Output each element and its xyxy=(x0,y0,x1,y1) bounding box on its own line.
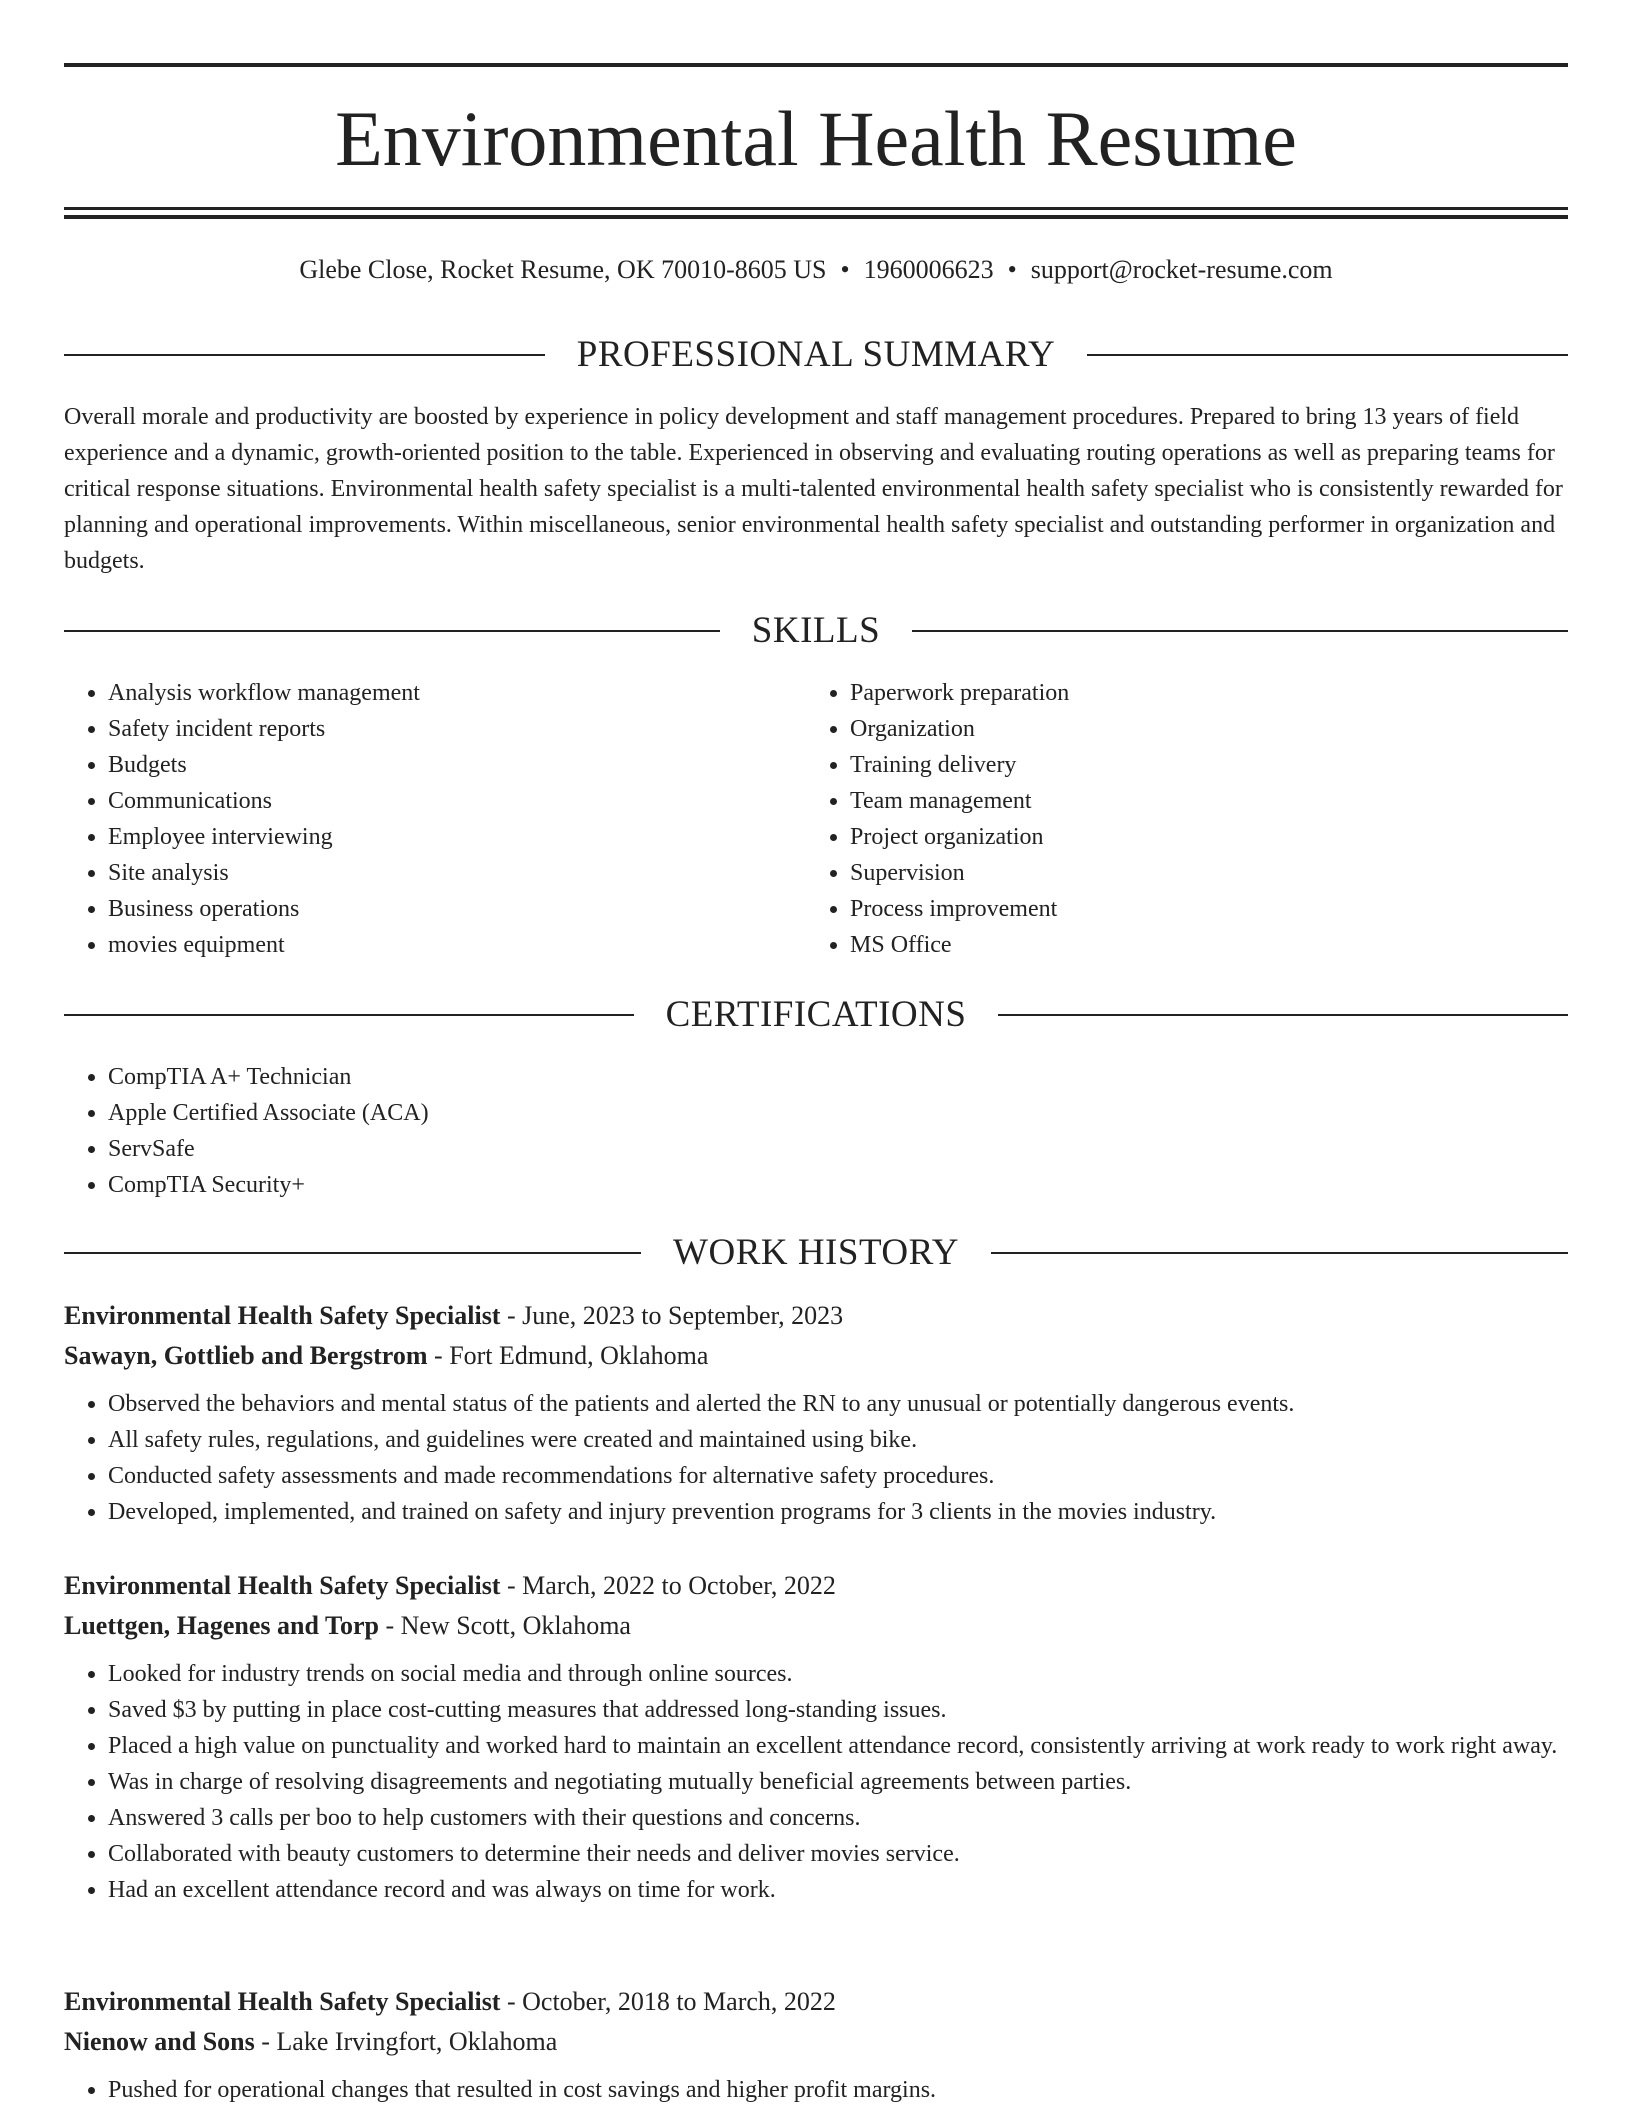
contact-separator: • xyxy=(1007,255,1017,284)
job-bullet: • Conducted safety assessments and made recommendations for alternative safety procedures. xyxy=(108,1458,1568,1494)
job-title-line xyxy=(64,1982,1568,2022)
job-bullet: • Saved $3 by putting in place cost-cutting measures that addressed long-standing issues. xyxy=(108,1692,1568,1728)
job-bullet: • Placed a high value on punctuality and worked hard to maintain an excellent attendance record, consistently arriving at work ready to work right away. xyxy=(108,1728,1568,1764)
job-bullet: • Pushed for operational changes that resulted in cost savings and higher profit margins. xyxy=(108,2072,1568,2108)
title-rule-thick xyxy=(64,215,1568,219)
job-entry xyxy=(64,1982,1568,2108)
skills-heading: SKILLS xyxy=(751,610,881,651)
divider-line xyxy=(998,1014,1568,1016)
divider-line xyxy=(64,1252,641,1254)
job-bullet: • Looked for industry trends on social media and through online sources. xyxy=(108,1656,1568,1692)
contact-email: support@rocket-resume.com xyxy=(1030,255,1333,284)
job-bullet: • Was in charge of resolving disagreements and negotiating mutually beneficial agreements between parties. xyxy=(108,1764,1568,1800)
work-history-section-header xyxy=(64,1231,1568,1275)
resume-title: Environmental Health Resume xyxy=(335,95,1297,182)
job-bullet: • Developed, implemented, and trained on safety and injury prevention programs for 3 clients in the movies industry. xyxy=(108,1494,1568,1530)
title-rule-thin xyxy=(64,207,1568,210)
certifications-heading: CERTIFICATIONS xyxy=(665,994,967,1035)
job-bullets xyxy=(64,1656,1568,1908)
job-company-line xyxy=(64,1606,1568,1646)
skill-item: • Process improvement xyxy=(850,891,1550,927)
certification-item: • CompTIA Security+ xyxy=(108,1167,1508,1203)
divider-line xyxy=(64,1014,634,1016)
skill-item: • Training delivery xyxy=(850,747,1550,783)
certifications-section-header xyxy=(64,993,1568,1037)
skill-item: • Supervision xyxy=(850,855,1550,891)
skill-item: • Site analysis xyxy=(108,855,808,891)
divider-line xyxy=(64,354,545,356)
job-title-line xyxy=(64,1296,1568,1336)
summary-text: Overall morale and productivity are boosted by experience in policy development and staff management procedures. Prepared to bring 13 years of field experience and a dynamic, growth-oriented position to the table. Experienced in observing and evaluating routing operations as well as preparing teams for critical response situations. Environmental health safety specialist is a multi-talented environmental health safety specialist who is consistently rewarded for planning and operational improvements. Within miscellaneous, senior environmental health safety specialist and outstanding performer in organization and budgets. xyxy=(64,404,1563,574)
job-bullet: • Observed the behaviors and mental status of the patients and alerted the RN to any unusual or potentially dangerous events. xyxy=(108,1386,1568,1422)
job-bullet: • Had an excellent attendance record and was always on time for work. xyxy=(108,1872,1568,1908)
divider-line xyxy=(64,630,720,632)
skill-item: • movies equipment xyxy=(108,927,808,963)
job-title: Environmental Health Safety Specialist xyxy=(64,1571,501,1600)
skill-item: • MS Office xyxy=(850,927,1550,963)
job-dates: - October, 2018 to March, 2022 xyxy=(500,1987,836,2016)
skill-item: • Safety incident reports xyxy=(108,711,808,747)
work-history-heading: WORK HISTORY xyxy=(673,1232,959,1273)
divider-line xyxy=(912,630,1568,632)
job-location: - Fort Edmund, Oklahoma xyxy=(427,1341,709,1370)
job-title-line xyxy=(64,1566,1568,1606)
job-company: Sawayn, Gottlieb and Bergstrom xyxy=(64,1341,428,1370)
certification-item: • ServSafe xyxy=(108,1131,1508,1167)
job-entry xyxy=(64,1566,1568,1908)
skills-list-left xyxy=(64,675,808,963)
skills-list-right xyxy=(806,675,1550,963)
skill-item: • Project organization xyxy=(850,819,1550,855)
skill-item: • Team management xyxy=(850,783,1550,819)
job-title: Environmental Health Safety Specialist xyxy=(64,1987,501,2016)
summary-heading: PROFESSIONAL SUMMARY xyxy=(576,334,1056,375)
skill-item: • Communications xyxy=(108,783,808,819)
job-location: - Lake Irvingfort, Oklahoma xyxy=(254,2027,558,2056)
job-title: Environmental Health Safety Specialist xyxy=(64,1301,501,1330)
skill-item: • Employee interviewing xyxy=(108,819,808,855)
contact-address: Glebe Close, Rocket Resume, OK 70010-8605 US xyxy=(299,255,827,284)
summary-section-header xyxy=(64,333,1568,377)
job-entry xyxy=(64,1296,1568,1530)
certification-item: • CompTIA A+ Technician xyxy=(108,1059,1508,1095)
top-rule xyxy=(64,63,1568,67)
skill-item: • Analysis workflow management xyxy=(108,675,808,711)
divider-line xyxy=(1087,354,1568,356)
job-bullet: • Answered 3 calls per boo to help customers with their questions and concerns. xyxy=(108,1800,1568,1836)
job-location: - New Scott, Oklahoma xyxy=(378,1611,631,1640)
job-dates: - June, 2023 to September, 2023 xyxy=(500,1301,844,1330)
skills-section-header xyxy=(64,609,1568,653)
job-company: Luettgen, Hagenes and Torp xyxy=(64,1611,379,1640)
certifications-list xyxy=(64,1059,1508,1203)
skill-item: • Business operations xyxy=(108,891,808,927)
contact-line xyxy=(64,252,1568,288)
certification-item: • Apple Certified Associate (ACA) xyxy=(108,1095,1508,1131)
divider-line xyxy=(991,1252,1568,1254)
job-company: Nienow and Sons xyxy=(64,2027,255,2056)
job-dates: - March, 2022 to October, 2022 xyxy=(500,1571,836,1600)
job-company-line xyxy=(64,2022,1568,2062)
job-bullets xyxy=(64,2072,1568,2108)
contact-phone: 1960006623 xyxy=(863,255,994,284)
skill-item: • Budgets xyxy=(108,747,808,783)
job-bullet: • All safety rules, regulations, and guidelines were created and maintained using bike. xyxy=(108,1422,1568,1458)
job-bullet: • Collaborated with beauty customers to determine their needs and deliver movies service. xyxy=(108,1836,1568,1872)
skill-item: • Organization xyxy=(850,711,1550,747)
job-company-line xyxy=(64,1336,1568,1376)
job-bullets xyxy=(64,1386,1568,1530)
contact-separator: • xyxy=(840,255,850,284)
skill-item: • Paperwork preparation xyxy=(850,675,1550,711)
